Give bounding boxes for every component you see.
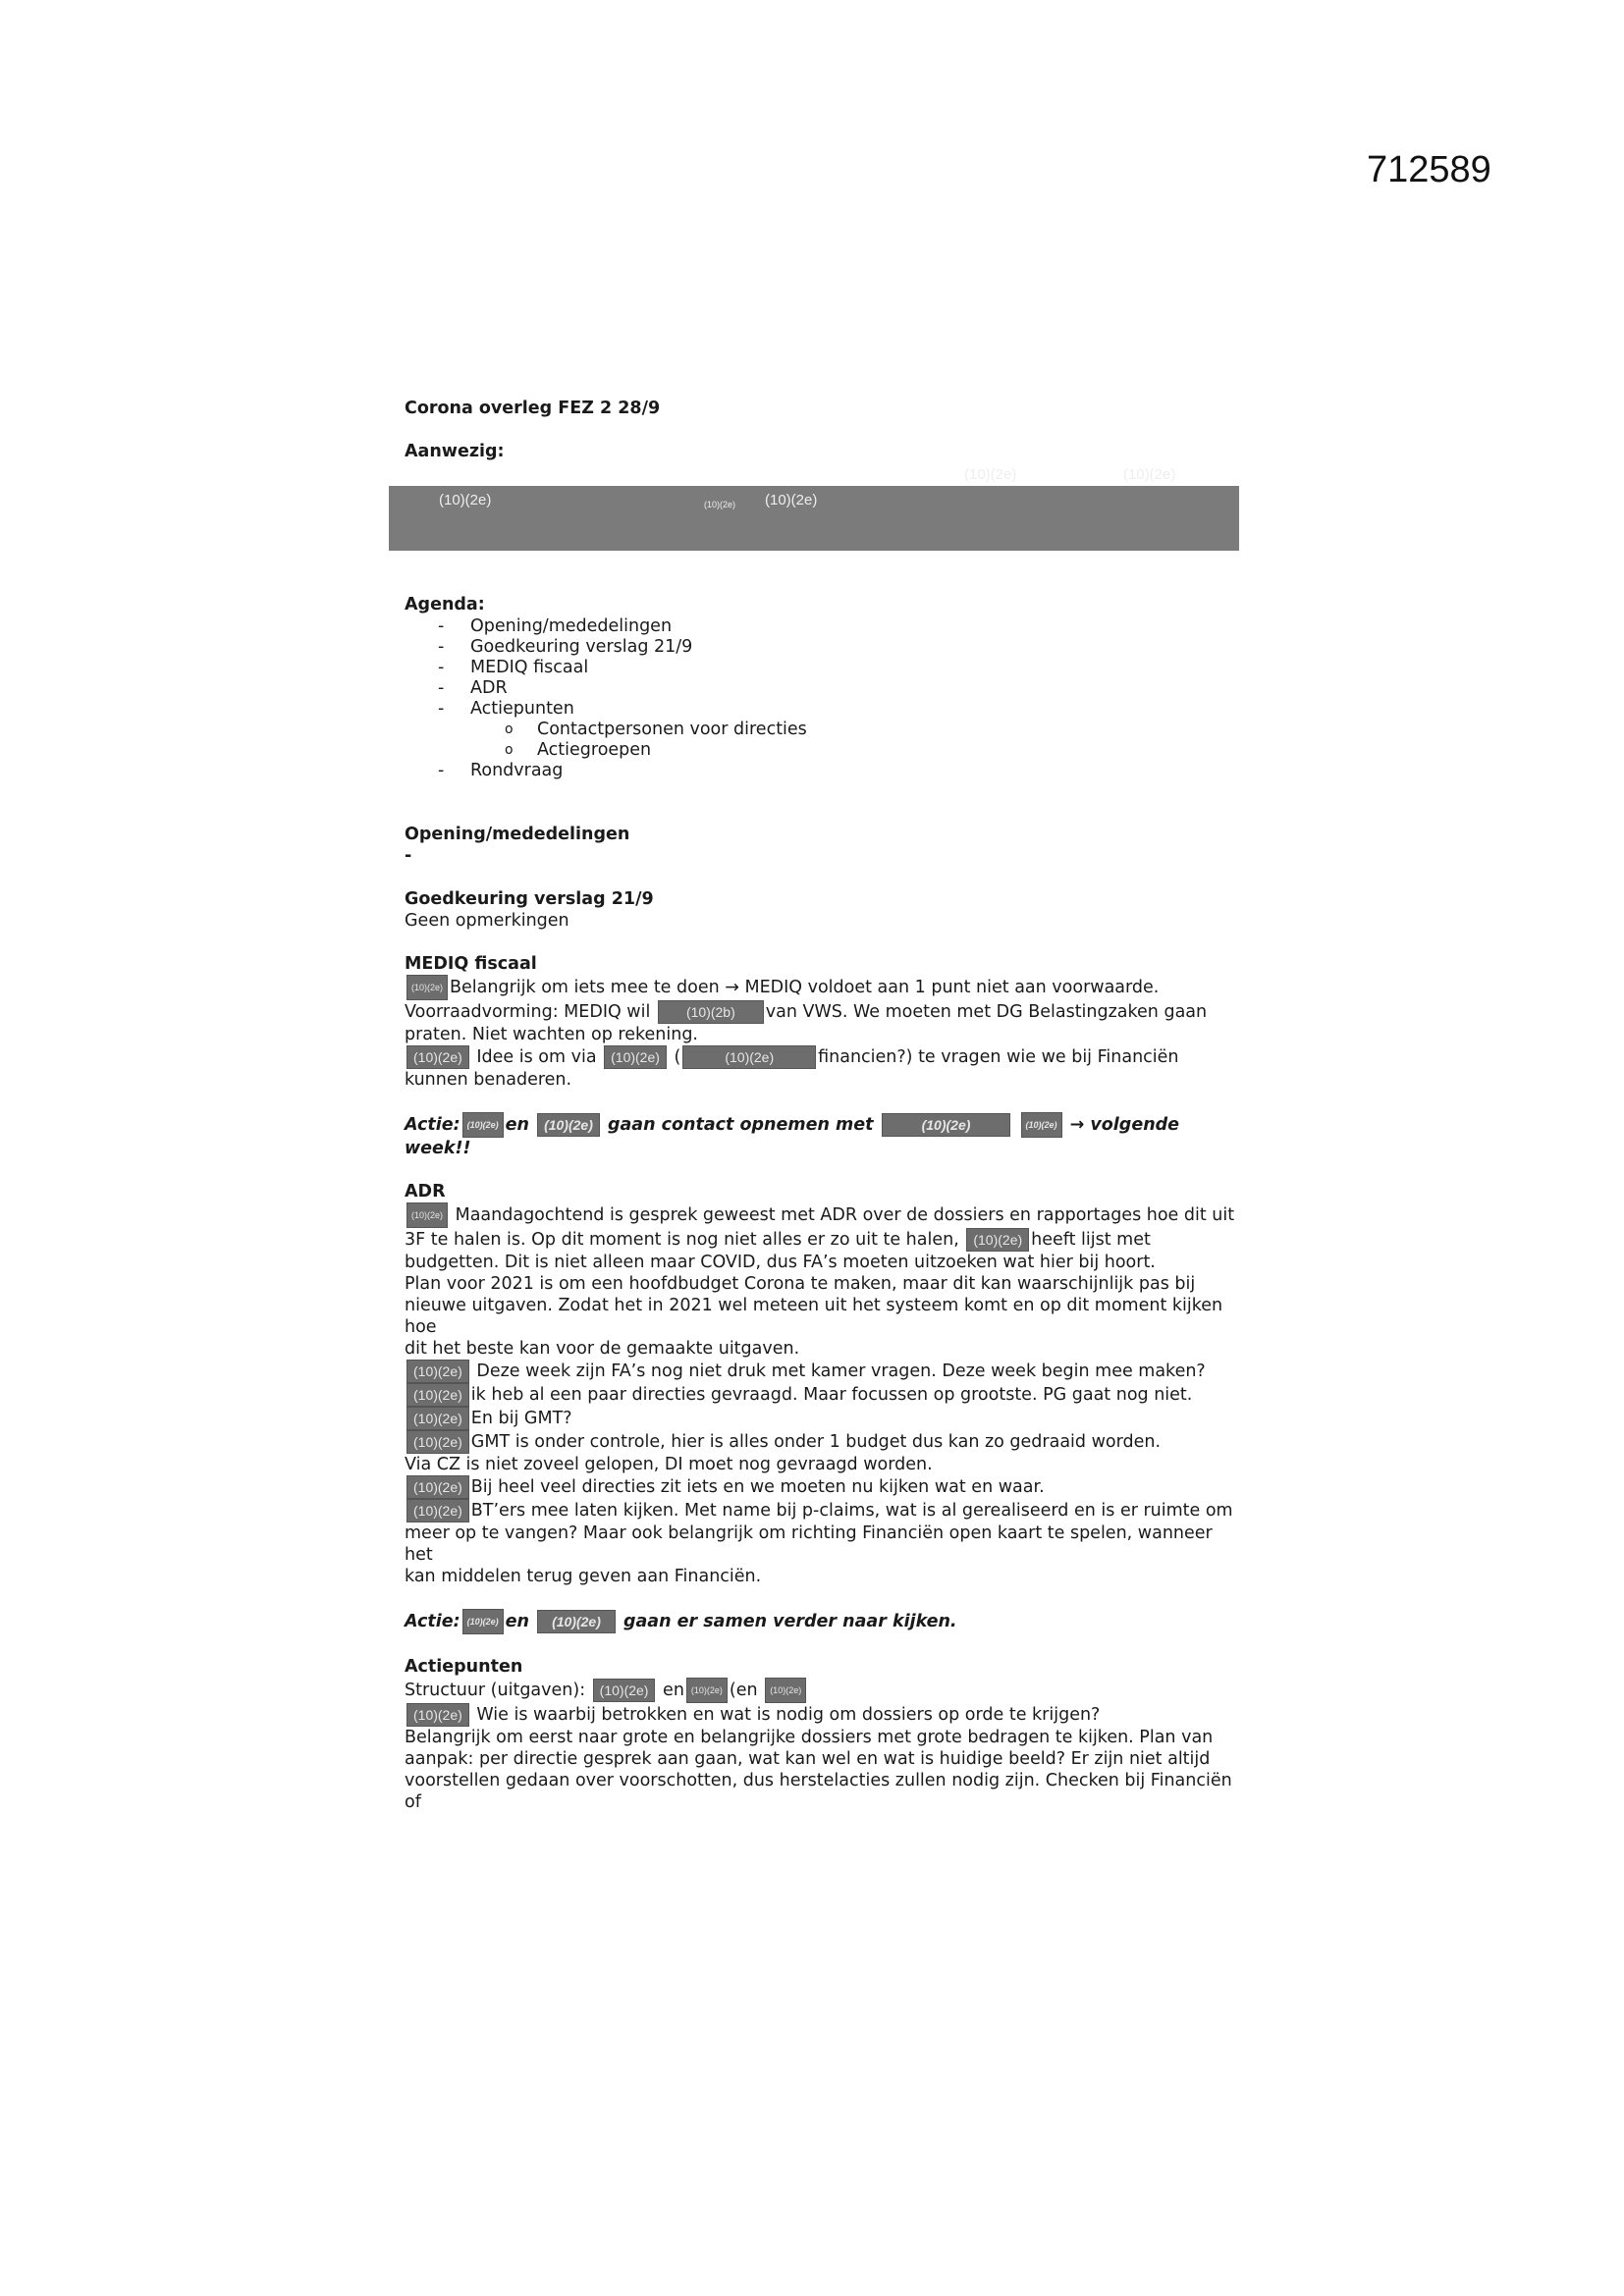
text: gaan er samen verder naar kijken.: [623, 1612, 957, 1631]
text-line: meer op te vangen? Maar ook belangrijk om richting Financiën open kaart te spelen, wanneer het: [405, 1523, 1213, 1565]
redaction: (10)(2e): [462, 1609, 504, 1634]
redaction-code: (10)(2e): [765, 492, 818, 508]
redaction: (10)(2e): [406, 1430, 469, 1454]
agenda-list: [405, 615, 1239, 780]
text-line: BT’ers mee laten kijken. Met name bij p-claims, wat is al gerealiseerd en is er ruimte om: [470, 1501, 1233, 1521]
text-line: Structuur (uitgaven):: [405, 1681, 586, 1700]
text-line: kan middelen terug geven aan Financiën.: [405, 1567, 762, 1586]
text: en: [663, 1681, 684, 1700]
redaction: (10)(2e): [686, 1678, 728, 1703]
redaction-code: (10)(2e): [704, 500, 736, 509]
action-line: [405, 1112, 1239, 1159]
action-label: Actie:: [405, 1612, 460, 1631]
text-line: nieuwe uitgaven. Zodat het in 2021 wel meteen uit het systeem komt en op dit moment kijken hoe: [405, 1296, 1223, 1337]
agenda-subitem: o Actiegroepen: [405, 739, 1239, 760]
mediq-section: [405, 953, 1239, 1159]
text-line: Wie is waarbij betrokken en wat is nodig om dossiers op orde te krijgen?: [476, 1705, 1101, 1725]
redaction: (10)(2e): [1021, 1112, 1062, 1138]
text: en: [505, 1115, 529, 1135]
page-title: Corona overleg FEZ 2 28/9: [405, 399, 661, 418]
text-line: Bij heel veel directies zit iets en we moeten nu kijken wat en waar.: [470, 1477, 1045, 1497]
redaction: (10)(2e): [406, 1202, 448, 1228]
text-line: ik heb al een paar directies gevraagd. Maar focussen op grootste. PG gaat nog niet.: [470, 1385, 1193, 1405]
redaction: (10)(2e): [537, 1113, 600, 1137]
text-line: financien?) te vragen wie we bij Financiën: [818, 1047, 1179, 1067]
section-heading: ADR: [405, 1182, 446, 1201]
text-line: Via CZ is niet zoveel gelopen, DI moet nog gevraagd worden.: [405, 1455, 933, 1474]
text-line: 3F te halen is. Op dit moment is nog niet alles er zo uit te halen,: [405, 1230, 959, 1250]
redaction-code: (10)(2e): [439, 492, 492, 508]
agenda-label: Agenda:: [405, 595, 485, 614]
section-text: -: [405, 846, 412, 866]
text-line: voorstellen gedaan over voorschotten, dus herstelacties zullen nodig zijn. Checken bij Financiën of: [405, 1771, 1232, 1812]
aanwezig-label: Aanwezig:: [405, 442, 505, 461]
section-heading: Actiepunten: [405, 1657, 523, 1677]
text: en: [505, 1612, 529, 1631]
section-text: Geen opmerkingen: [405, 911, 569, 931]
attendees-redacted: [405, 466, 1239, 555]
section-heading: Opening/mededelingen: [405, 825, 630, 844]
redaction: (10)(2e): [406, 1383, 469, 1407]
redaction: (10)(2e): [406, 1475, 469, 1499]
redaction-code: (10)(2e): [964, 466, 1017, 483]
agenda-item: - Goedkeuring verslag 21/9: [405, 636, 1239, 657]
text-line: dit het beste kan voor de gemaakte uitgaven.: [405, 1339, 800, 1359]
redaction: (10)(2e): [406, 1703, 469, 1727]
redaction: (10)(2e): [406, 1499, 469, 1522]
text-line: Voorraadvorming: MEDIQ wil: [405, 1002, 651, 1022]
text-line: Maandagochtend is gesprek geweest met ADR over de dossiers en rapportages hoe dit uit: [455, 1205, 1235, 1225]
text: gaan contact opnemen met: [607, 1115, 874, 1135]
redaction: (10)(2e): [406, 975, 448, 1000]
redaction-code: (10)(2e): [1123, 466, 1176, 483]
text-line: aanpak: per directie gesprek aan gaan, wat kan wel en wat is huidige beeld? Er zijn niet altijd: [405, 1749, 1211, 1769]
redaction: (10)(2e): [462, 1112, 504, 1138]
redaction: (10)(2b): [658, 1000, 764, 1024]
redaction: (10)(2e): [966, 1228, 1029, 1252]
agenda-subitem: o Contactpersonen voor directies: [405, 719, 1239, 739]
redaction: (10)(2e): [765, 1678, 806, 1703]
action-line: [405, 1609, 1239, 1634]
agenda-item: - ADR: [405, 677, 1239, 698]
redaction: (10)(2e): [682, 1045, 816, 1069]
agenda-item: - Rondvraag: [405, 760, 1239, 780]
text-line: Deze week zijn FA’s nog niet druk met kamer vragen. Deze week begin mee maken?: [476, 1362, 1206, 1381]
text-line: Belangrijk om iets mee te doen → MEDIQ voldoet aan 1 punt niet aan voorwaarde.: [450, 978, 1160, 997]
redaction: (10)(2e): [406, 1045, 469, 1069]
redaction: (10)(2e): [604, 1045, 667, 1069]
section-heading: MEDIQ fiscaal: [405, 954, 537, 974]
redaction: (10)(2e): [537, 1610, 616, 1633]
redaction: (10)(2e): [406, 1407, 469, 1430]
actiepunten-section: [405, 1656, 1239, 1813]
agenda-item: - MEDIQ fiscaal: [405, 657, 1239, 677]
text-line: Plan voor 2021 is om een hoofdbudget Corona te maken, maar dit kan waarschijnlijk pas bij: [405, 1274, 1196, 1294]
section-heading: Goedkeuring verslag 21/9: [405, 889, 654, 909]
text-line: van VWS. We moeten met DG Belastingzaken gaan: [765, 1002, 1208, 1022]
action-label: Actie:: [405, 1115, 460, 1135]
text-line: kunnen benaderen.: [405, 1070, 572, 1090]
text-line: GMT is onder controle, hier is alles onder 1 budget dus kan zo gedraaid worden.: [470, 1432, 1162, 1452]
adr-section: [405, 1181, 1239, 1634]
meeting-notes: [405, 398, 1239, 1813]
redaction: (10)(2e): [882, 1113, 1011, 1137]
text: → volgende week!!: [405, 1115, 1180, 1158]
redaction: (10)(2e): [406, 1360, 469, 1383]
agenda-item: - Opening/mededelingen: [405, 615, 1239, 636]
document-number: 712589: [1367, 149, 1491, 190]
text-line: Idee is om via: [476, 1047, 597, 1067]
text: (en: [729, 1681, 758, 1700]
redaction: (10)(2e): [593, 1679, 656, 1702]
text-line: En bij GMT?: [470, 1409, 572, 1428]
text-line: praten. Niet wachten op rekening.: [405, 1025, 698, 1044]
text-line: heeft lijst met: [1031, 1230, 1151, 1250]
text-line: Belangrijk om eerst naar grote en belangrijke dossiers met grote bedragen te kijken. Plan van: [405, 1728, 1214, 1747]
text-line: (: [674, 1047, 681, 1067]
agenda-item: - Actiepunten: [405, 698, 1239, 719]
text-line: budgetten. Dit is niet alleen maar COVID, dus FA’s moeten uitzoeken wat hier bij hoort.: [405, 1253, 1156, 1272]
